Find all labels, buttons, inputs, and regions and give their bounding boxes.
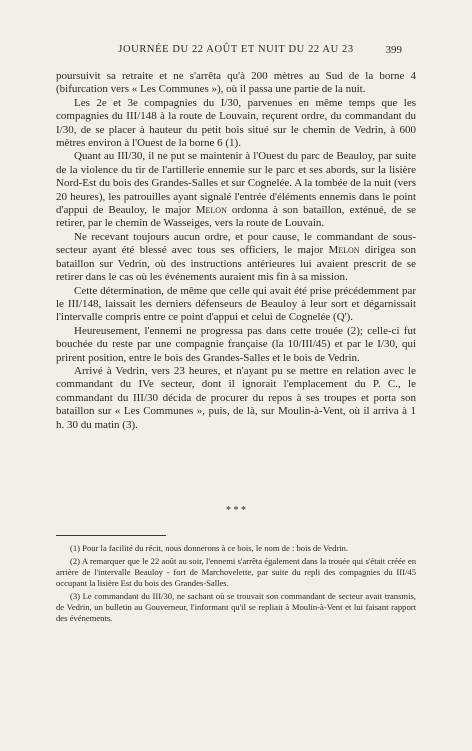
paragraph — [56, 231, 416, 285]
footnote: (3) Le commandant du III/30, ne sachant où se trouvait son commandant de secteur avait transmis, de Vedrin, un bulletin au Gouverneur, l'informant qu'il se repliait à Moulin-à-Vent et lui faisant rapport des événements. — [56, 591, 416, 623]
paragraph: Cette détermination, de même que celle qui avait été prise précédemment par le III/148, laissait les derniers défenseurs de Beauloy à leur sort et dégarnissait l'intervalle compris entre ce point d'appui et celui de Cognelée (Q'). — [56, 284, 416, 324]
person-name: Melon — [328, 244, 360, 257]
footnote: (2) A remarquer que le 22 août au soir, l'ennemi s'arrêta également dans la trouée qui s'était créée en arrière de l'intervalle Beauloy - fort de Marchovelette, par suite du repli des compagnies du III/45 occupant la lisière Est du bois des Grandes-Salles. — [56, 556, 416, 588]
section-asterism: * * * — [226, 505, 246, 516]
paragraph-text: Quant au III/30, il ne put se maintenir à l'Ouest du parc de Beauloy, par suite de la violence du tir de l'artillerie ennemie sur le parc et ses abords, sur la lisière Nord-Est du bois des Grandes-Salles et sur Cognelée. A la tombée de la nuit (vers 20 heures), les patrouilles ayant signalé l'entrée d'éléments ennemis dans le point d'appui de Beauloy, le major — [56, 150, 416, 217]
paragraph — [56, 150, 416, 230]
footnote-rule — [56, 535, 166, 536]
paragraph-text: ordonna à son bataillon, exténué, de se retirer, par le chemin de Wasseiges, vers la route de Louvain. — [56, 204, 417, 230]
page-number: 399 — [385, 44, 402, 56]
paragraph: poursuivit sa retraite et ne s'arrêta qu'à 200 mètres au Sud de la borne 4 (bifurcation vers « Les Communes »), où il passa une partie de la nuit. — [56, 70, 416, 96]
paragraph-text: dirigea son bataillon sur Vedrin, où des instructions antérieures lui avaient prescrit de se retirer dans le cas où les événements auraient mis fin à sa mission. — [56, 244, 417, 284]
footnotes — [56, 543, 416, 626]
person-name: Melon — [195, 204, 227, 217]
paragraph: Heureusement, l'ennemi ne progressa pas dans cette trouée (2); celle-ci fut bouchée du reste par une compagnie française (la 10/III/45) et par le I/30, qui prirent position, entre le bois des Grandes-Salles et le bois de Vedrin. — [56, 324, 416, 364]
running-title: JOURNÉE DU 22 AOÛT ET NUIT DU 22 AU 23 — [118, 44, 354, 55]
paragraph: Arrivé à Vedrin, vers 23 heures, et n'ayant pu se mettre en relation avec le commandant du IVe secteur, dont il ignorait l'emplacement du P. C., le commandant du III/30 décida de procurer du repos à ses troupes et porta son bataillon sur « Les Communes », puis, de là, sur Moulin-à-Vent, où il arriva à 1 h. 30 du matin (3). — [56, 364, 416, 431]
main-text — [56, 70, 416, 432]
paragraph: Les 2e et 3e compagnies du I/30, parvenues en même temps que les compagnies du III/148 à la route de Louvain, reçurent ordre, du commandant du I/30, de se placer à hauteur du petit bois situé sur le chemin de Vedrin, à 600 mètres environ à l'Ouest de la borne 6 (1). — [56, 96, 416, 150]
page-header — [0, 44, 472, 60]
paragraph-text: Ne recevant toujours aucun ordre, et pour cause, le commandant de sous-secteur ayant été blessé avec tous ses officiers, le major — [56, 230, 416, 257]
footnote: (1) Pour la facilité du récit, nous donnerons à ce bois, le nom de : bois de Vedrin. — [70, 543, 349, 553]
